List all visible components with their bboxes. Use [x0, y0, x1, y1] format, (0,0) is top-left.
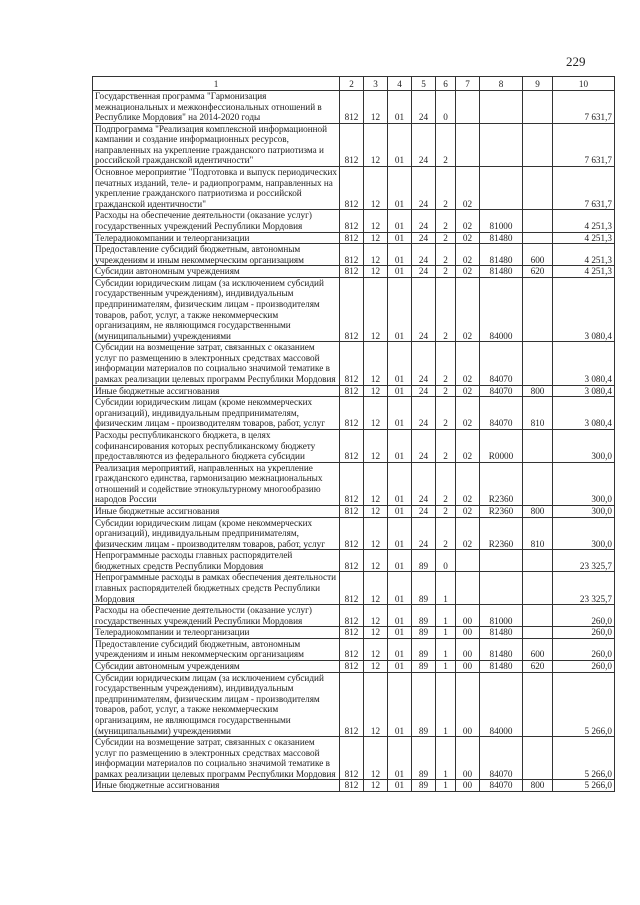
code-subprogram: 2	[436, 244, 456, 266]
table-row	[93, 672, 615, 736]
table-row	[93, 737, 615, 780]
code-expense-type	[523, 462, 553, 505]
code-subsection: 01	[388, 462, 412, 505]
code-section: 12	[364, 517, 388, 550]
amount: 3 080,4	[553, 397, 615, 430]
code-event: 00	[456, 605, 480, 627]
amount: 260,0	[553, 627, 615, 639]
code-event: 02	[456, 517, 480, 550]
amount: 260,0	[553, 661, 615, 673]
code-subprogram: 2	[436, 505, 456, 517]
code-ministry: 812	[340, 123, 364, 166]
column-header: 10	[553, 77, 615, 91]
code-expense-type: 600	[523, 638, 553, 660]
table-row	[93, 550, 615, 572]
code-section: 12	[364, 123, 388, 166]
row-description: Иные бюджетные ассигнования	[93, 505, 340, 517]
code-ministry: 812	[340, 517, 364, 550]
code-direction	[480, 91, 523, 124]
code-program: 89	[412, 627, 436, 639]
code-section: 12	[364, 550, 388, 572]
table-row	[93, 627, 615, 639]
code-program: 24	[412, 385, 436, 397]
code-ministry: 812	[340, 505, 364, 517]
code-direction: 81000	[480, 605, 523, 627]
code-subprogram: 0	[436, 91, 456, 124]
column-header: 9	[523, 77, 553, 91]
code-event: 00	[456, 672, 480, 736]
code-ministry: 812	[340, 210, 364, 232]
amount: 4 251,3	[553, 244, 615, 266]
code-direction: 81000	[480, 210, 523, 232]
code-ministry: 812	[340, 91, 364, 124]
table-row	[93, 780, 615, 792]
code-expense-type	[523, 672, 553, 736]
column-header: 5	[412, 77, 436, 91]
code-event	[456, 572, 480, 605]
code-section: 12	[364, 91, 388, 124]
code-program: 89	[412, 780, 436, 792]
row-description: Иные бюджетные ассигнования	[93, 385, 340, 397]
code-program: 89	[412, 661, 436, 673]
code-subprogram: 2	[436, 517, 456, 550]
table-row	[93, 505, 615, 517]
code-subprogram: 2	[436, 277, 456, 341]
code-subprogram: 1	[436, 572, 456, 605]
code-direction: 84000	[480, 672, 523, 736]
code-expense-type	[523, 429, 553, 462]
row-description: Субсидии юридическим лицам (кроме некоммерческих организаций), индивидуальным предпринимателям, физическим лицам - производителям товаров, работ, услуг	[93, 397, 340, 430]
code-program: 89	[412, 605, 436, 627]
table-row	[93, 572, 615, 605]
code-event: 02	[456, 462, 480, 505]
row-description: Подпрограмма "Реализация комплексной информационной кампании и создание информационных ресурсов, направленных на укрепление гражданского патриотизма и российской гражданской идентичности"	[93, 123, 340, 166]
row-description: Иные бюджетные ассигнования	[93, 780, 340, 792]
table-row	[93, 638, 615, 660]
amount: 3 080,4	[553, 342, 615, 385]
code-ministry: 812	[340, 342, 364, 385]
code-direction: 84070	[480, 737, 523, 780]
amount: 300,0	[553, 517, 615, 550]
amount: 3 080,4	[553, 277, 615, 341]
code-direction: R2360	[480, 517, 523, 550]
code-section: 12	[364, 505, 388, 517]
code-section: 12	[364, 661, 388, 673]
code-section: 12	[364, 429, 388, 462]
code-section: 12	[364, 385, 388, 397]
code-subsection: 01	[388, 550, 412, 572]
code-subprogram: 2	[436, 385, 456, 397]
amount: 300,0	[553, 505, 615, 517]
amount: 260,0	[553, 605, 615, 627]
row-description: Расходы на обеспечение деятельности (оказание услуг) государственных учреждений Республики Мордовия	[93, 605, 340, 627]
code-subprogram: 2	[436, 342, 456, 385]
code-section: 12	[364, 277, 388, 341]
table-row	[93, 462, 615, 505]
row-description: Субсидии на возмещение затрат, связанных с оказанием услуг по размещению в электронных средствах массовой информации материалов по социально значимой тематике в рамках реализации целевых программ Республики Мордовия	[93, 737, 340, 780]
table-row	[93, 266, 615, 278]
row-description: Телерадиокомпании и телеорганизации	[93, 627, 340, 639]
code-program: 89	[412, 572, 436, 605]
table-row	[93, 661, 615, 673]
table-row	[93, 123, 615, 166]
code-ministry: 812	[340, 550, 364, 572]
table-row	[93, 244, 615, 266]
amount: 23 325,7	[553, 572, 615, 605]
table-row	[93, 277, 615, 341]
code-section: 12	[364, 342, 388, 385]
code-ministry: 812	[340, 167, 364, 210]
row-description: Субсидии на возмещение затрат, связанных с оказанием услуг по размещению в электронных средствах массовой информации материалов по социально значимой тематике в рамках реализации целевых программ Республики Мордовия	[93, 342, 340, 385]
code-event	[456, 550, 480, 572]
code-subsection: 01	[388, 167, 412, 210]
row-description: Субсидии юридическим лицам (за исключением субсидий государственным учреждениям), индивидуальным предпринимателям, физическим лицам - производителям товаров, работ, услуг, а также некоммерческим организациям, не являющимся государственными (муниципальными) учреждениями	[93, 672, 340, 736]
code-direction: 84000	[480, 277, 523, 341]
code-event: 02	[456, 505, 480, 517]
code-direction	[480, 572, 523, 605]
amount: 300,0	[553, 462, 615, 505]
code-section: 12	[364, 244, 388, 266]
code-direction: 81480	[480, 661, 523, 673]
column-header: 8	[480, 77, 523, 91]
code-direction: 81480	[480, 266, 523, 278]
code-subsection: 01	[388, 342, 412, 385]
code-section: 12	[364, 638, 388, 660]
code-expense-type: 810	[523, 517, 553, 550]
code-program: 24	[412, 244, 436, 266]
row-description: Непрограммные расходы главных распорядителей бюджетных средств Республики Мордовия	[93, 550, 340, 572]
amount: 7 631,7	[553, 123, 615, 166]
row-description: Государственная программа "Гармонизация межнациональных и межконфессиональных отношений в Республике Мордовия" на 2014-2020 годы	[93, 91, 340, 124]
code-subprogram: 1	[436, 605, 456, 627]
code-expense-type	[523, 232, 553, 244]
code-section: 12	[364, 605, 388, 627]
code-event: 02	[456, 244, 480, 266]
code-subsection: 01	[388, 232, 412, 244]
table-row	[93, 385, 615, 397]
column-header: 3	[364, 77, 388, 91]
code-ministry: 812	[340, 385, 364, 397]
code-subprogram: 2	[436, 397, 456, 430]
code-section: 12	[364, 780, 388, 792]
code-subsection: 01	[388, 627, 412, 639]
column-header: 4	[388, 77, 412, 91]
column-header: 6	[436, 77, 456, 91]
amount: 23 325,7	[553, 550, 615, 572]
code-expense-type: 800	[523, 385, 553, 397]
column-header: 7	[456, 77, 480, 91]
code-section: 12	[364, 572, 388, 605]
table-row	[93, 517, 615, 550]
code-section: 12	[364, 462, 388, 505]
code-ministry: 812	[340, 638, 364, 660]
amount: 4 251,3	[553, 232, 615, 244]
code-subsection: 01	[388, 123, 412, 166]
code-direction	[480, 167, 523, 210]
code-ministry: 812	[340, 780, 364, 792]
code-event	[456, 91, 480, 124]
code-direction	[480, 550, 523, 572]
table-row	[93, 167, 615, 210]
code-program: 24	[412, 123, 436, 166]
table-row	[93, 397, 615, 430]
table-header-row	[93, 77, 615, 91]
code-program: 89	[412, 737, 436, 780]
code-direction: 84070	[480, 342, 523, 385]
code-direction: 81480	[480, 638, 523, 660]
code-section: 12	[364, 210, 388, 232]
code-program: 89	[412, 550, 436, 572]
code-subsection: 01	[388, 429, 412, 462]
code-event: 02	[456, 342, 480, 385]
code-expense-type	[523, 277, 553, 341]
row-description: Реализация мероприятий, направленных на укрепление гражданского единства, гармонизацию межнациональных отношений и содействие этнокультурному многообразию народов России	[93, 462, 340, 505]
code-expense-type	[523, 210, 553, 232]
code-expense-type	[523, 572, 553, 605]
amount: 5 266,0	[553, 737, 615, 780]
code-subsection: 01	[388, 210, 412, 232]
code-program: 24	[412, 517, 436, 550]
row-description: Расходы на обеспечение деятельности (оказание услуг) государственных учреждений Республики Мордовия	[93, 210, 340, 232]
code-expense-type	[523, 605, 553, 627]
row-description: Телерадиокомпании и телеорганизации	[93, 232, 340, 244]
table-body	[93, 91, 615, 792]
code-subprogram: 2	[436, 232, 456, 244]
code-section: 12	[364, 627, 388, 639]
code-program: 24	[412, 342, 436, 385]
code-event: 00	[456, 661, 480, 673]
code-subsection: 01	[388, 244, 412, 266]
amount: 4 251,3	[553, 210, 615, 232]
row-description: Субсидии автономным учреждениям	[93, 661, 340, 673]
code-subprogram: 2	[436, 462, 456, 505]
page-number: 229	[566, 54, 586, 69]
code-event: 00	[456, 780, 480, 792]
budget-table	[92, 76, 615, 792]
code-expense-type	[523, 167, 553, 210]
code-subprogram: 2	[436, 429, 456, 462]
code-event: 02	[456, 397, 480, 430]
row-description: Предоставление субсидий бюджетным, автономным учреждениям и иным некоммерческим организациям	[93, 638, 340, 660]
amount: 300,0	[553, 429, 615, 462]
amount: 7 631,7	[553, 91, 615, 124]
code-program: 24	[412, 277, 436, 341]
row-description: Субсидии автономным учреждениям	[93, 266, 340, 278]
code-program: 24	[412, 266, 436, 278]
code-expense-type	[523, 342, 553, 385]
table-row	[93, 232, 615, 244]
code-subsection: 01	[388, 780, 412, 792]
code-expense-type: 620	[523, 266, 553, 278]
code-ministry: 812	[340, 737, 364, 780]
code-subprogram: 1	[436, 672, 456, 736]
code-subsection: 01	[388, 277, 412, 341]
code-program: 24	[412, 210, 436, 232]
code-section: 12	[364, 672, 388, 736]
row-description: Субсидии юридическим лицам (кроме некоммерческих организаций), индивидуальным предпринимателям, физическим лицам - производителям товаров, работ, услуг	[93, 517, 340, 550]
code-direction: 84070	[480, 397, 523, 430]
code-subprogram: 2	[436, 167, 456, 210]
code-subsection: 01	[388, 397, 412, 430]
code-program: 24	[412, 167, 436, 210]
code-ministry: 812	[340, 627, 364, 639]
code-direction: 81480	[480, 232, 523, 244]
code-expense-type: 800	[523, 505, 553, 517]
code-direction: R2360	[480, 505, 523, 517]
code-subsection: 01	[388, 517, 412, 550]
code-event: 02	[456, 385, 480, 397]
code-direction: 84070	[480, 780, 523, 792]
code-subprogram: 2	[436, 266, 456, 278]
code-event: 02	[456, 277, 480, 341]
table-row	[93, 342, 615, 385]
code-ministry: 812	[340, 462, 364, 505]
code-subprogram: 1	[436, 661, 456, 673]
code-program: 24	[412, 232, 436, 244]
code-ministry: 812	[340, 397, 364, 430]
amount: 5 266,0	[553, 672, 615, 736]
code-ministry: 812	[340, 572, 364, 605]
code-section: 12	[364, 266, 388, 278]
code-subsection: 01	[388, 737, 412, 780]
code-section: 12	[364, 167, 388, 210]
table-row	[93, 605, 615, 627]
column-header: 1	[93, 77, 340, 91]
code-direction: 81480	[480, 627, 523, 639]
code-expense-type: 600	[523, 244, 553, 266]
code-program: 89	[412, 638, 436, 660]
code-subsection: 01	[388, 91, 412, 124]
code-expense-type	[523, 91, 553, 124]
code-expense-type	[523, 627, 553, 639]
code-expense-type	[523, 123, 553, 166]
code-ministry: 812	[340, 661, 364, 673]
code-expense-type: 620	[523, 661, 553, 673]
table-row	[93, 91, 615, 124]
row-description: Предоставление субсидий бюджетным, автономным учреждениям и иным некоммерческим организациям	[93, 244, 340, 266]
code-program: 24	[412, 462, 436, 505]
code-subsection: 01	[388, 605, 412, 627]
code-expense-type	[523, 550, 553, 572]
code-subprogram: 2	[436, 210, 456, 232]
amount: 260,0	[553, 638, 615, 660]
code-subsection: 01	[388, 505, 412, 517]
code-subsection: 01	[388, 638, 412, 660]
code-event: 00	[456, 627, 480, 639]
code-event: 02	[456, 210, 480, 232]
code-event: 02	[456, 167, 480, 210]
code-subsection: 01	[388, 672, 412, 736]
code-ministry: 812	[340, 232, 364, 244]
code-ministry: 812	[340, 244, 364, 266]
code-event	[456, 123, 480, 166]
code-event: 00	[456, 638, 480, 660]
code-subsection: 01	[388, 385, 412, 397]
code-event: 02	[456, 266, 480, 278]
code-program: 24	[412, 91, 436, 124]
code-direction: 81480	[480, 244, 523, 266]
code-event: 00	[456, 737, 480, 780]
code-ministry: 812	[340, 605, 364, 627]
table-row	[93, 429, 615, 462]
code-ministry: 812	[340, 266, 364, 278]
code-section: 12	[364, 232, 388, 244]
code-program: 24	[412, 505, 436, 517]
code-subprogram: 1	[436, 638, 456, 660]
code-section: 12	[364, 737, 388, 780]
code-program: 24	[412, 429, 436, 462]
code-section: 12	[364, 397, 388, 430]
row-description: Непрограммные расходы в рамках обеспечения деятельности главных распорядителей бюджетных средств Республики Мордовия	[93, 572, 340, 605]
code-ministry: 812	[340, 429, 364, 462]
code-direction: R0000	[480, 429, 523, 462]
code-program: 24	[412, 397, 436, 430]
code-subprogram: 1	[436, 780, 456, 792]
code-subsection: 01	[388, 572, 412, 605]
code-event: 02	[456, 429, 480, 462]
code-subprogram: 0	[436, 550, 456, 572]
code-direction: R2360	[480, 462, 523, 505]
code-subsection: 01	[388, 661, 412, 673]
code-program: 89	[412, 672, 436, 736]
amount: 7 631,7	[553, 167, 615, 210]
code-ministry: 812	[340, 277, 364, 341]
code-event: 02	[456, 232, 480, 244]
code-expense-type: 800	[523, 780, 553, 792]
code-subprogram: 1	[436, 627, 456, 639]
amount: 3 080,4	[553, 385, 615, 397]
code-expense-type: 810	[523, 397, 553, 430]
amount: 5 266,0	[553, 780, 615, 792]
code-direction	[480, 123, 523, 166]
code-expense-type	[523, 737, 553, 780]
row-description: Расходы республиканского бюджета, в целях софинансирования которых республиканскому бюджету предоставляются из федерального бюджета субсидии	[93, 429, 340, 462]
code-direction: 84070	[480, 385, 523, 397]
amount: 4 251,3	[553, 266, 615, 278]
table-row	[93, 210, 615, 232]
row-description: Субсидии юридическим лицам (за исключением субсидий государственным учреждениям), индивидуальным предпринимателям, физическим лицам - производителям товаров, работ, услуг, а также некоммерческим организациям, не являющимся государственными (муниципальными) учреждениями	[93, 277, 340, 341]
row-description: Основное мероприятие "Подготовка и выпуск периодических печатных изданий, теле- и радиопрограмм, направленных на укрепление гражданского патриотизма и российской гражданской идентичности"	[93, 167, 340, 210]
code-subprogram: 1	[436, 737, 456, 780]
code-ministry: 812	[340, 672, 364, 736]
code-subprogram: 2	[436, 123, 456, 166]
column-header: 2	[340, 77, 364, 91]
code-subsection: 01	[388, 266, 412, 278]
